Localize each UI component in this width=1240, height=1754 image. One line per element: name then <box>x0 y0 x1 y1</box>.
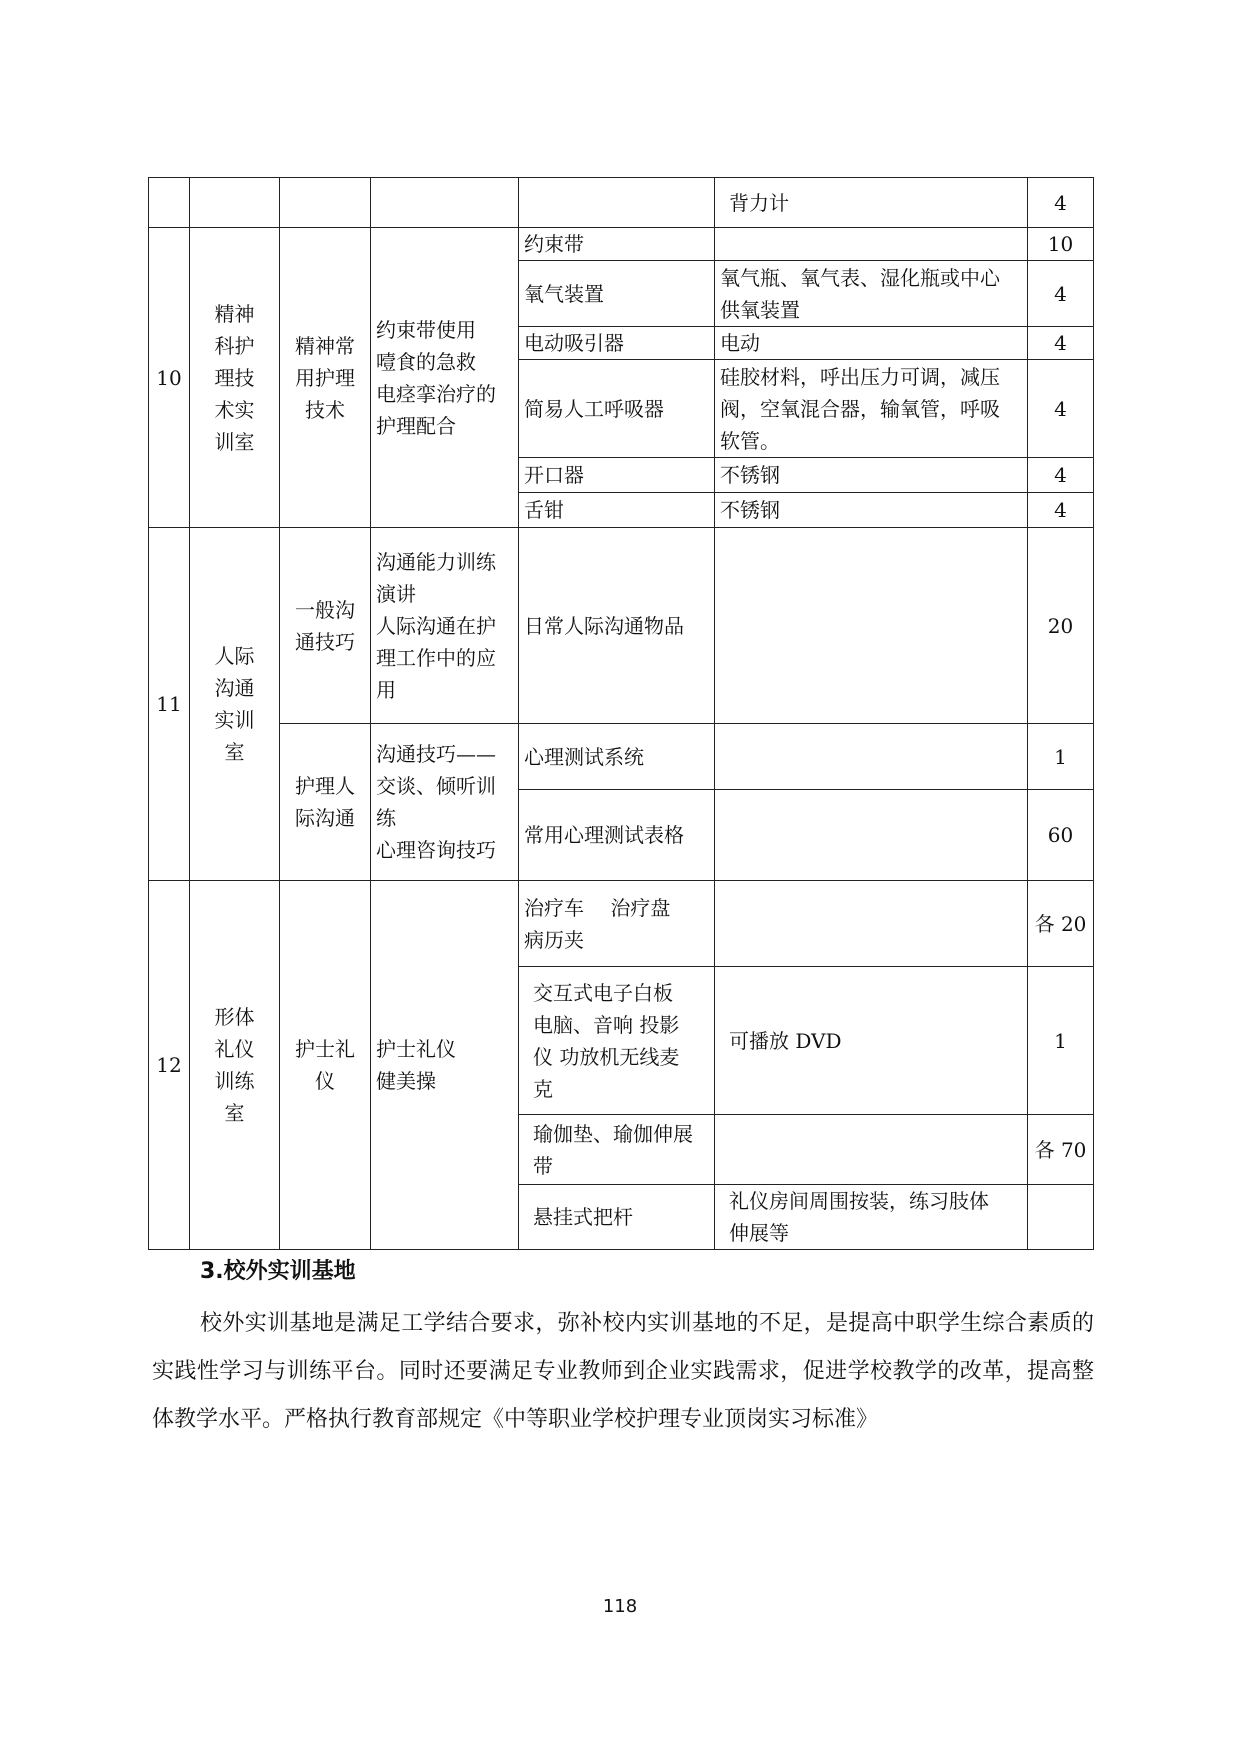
equipment-name: 开口器 <box>519 458 715 493</box>
equipment-name: 约束带 <box>519 228 715 261</box>
quantity: 各 70 <box>1028 1115 1094 1185</box>
equipment-name: 氧气装置 <box>519 261 715 327</box>
equipment-name: 心理测试系统 <box>519 724 715 790</box>
equipment-name: 日常人际沟通物品 <box>519 528 715 724</box>
course-name: 护士礼 仪 <box>280 881 371 1250</box>
equipment-spec: 可播放 DVD <box>715 967 1028 1115</box>
table-row <box>149 881 1094 967</box>
equipment-spec: 氧气瓶、氧气表、湿化瓶或中心 供氧装置 <box>715 261 1028 327</box>
equipment-spec <box>715 724 1028 790</box>
page-number: 118 <box>602 1596 638 1617</box>
equipment-spec <box>715 790 1028 881</box>
equipment-spec: 不锈钢 <box>715 493 1028 528</box>
quantity: 10 <box>1028 228 1094 261</box>
course-name: 精神常 用护理 技术 <box>280 228 371 528</box>
quantity: 4 <box>1028 327 1094 360</box>
row-number: 12 <box>149 881 190 1250</box>
quantity: 4 <box>1028 493 1094 528</box>
course-name: 一般沟 通技巧 <box>280 528 371 724</box>
training-room: 精神 科护 理技 术实 训室 <box>190 228 280 528</box>
quantity: 4 <box>1028 360 1094 458</box>
quantity: 1 <box>1028 724 1094 790</box>
quantity: 4 <box>1028 178 1094 228</box>
equipment-spec: 硅胶材料，呼出压力可调，减压 阀，空氧混合器，输氧管，呼吸 软管。 <box>715 360 1028 458</box>
section-paragraph: 校外实训基地是满足工学结合要求，弥补校内实训基地的不足，是提高中职学生综合素质的实践性学习与训练平台。同时还要满足专业教师到企业实践需求，促进学校教学的改革，提高整体教学水平。严格执行教育部规定《中等职业学校护理专业顶岗实习标准》 <box>152 1311 1094 1432</box>
equipment-name: 治疗车 治疗盘 病历夹 <box>519 881 715 967</box>
quantity: 4 <box>1028 458 1094 493</box>
equipment-name: 悬挂式把杆 <box>519 1185 715 1250</box>
quantity: 1 <box>1028 967 1094 1115</box>
table-row <box>149 528 1094 724</box>
training-content: 沟通技巧—— 交谈、倾听训练 心理咨询技巧 <box>371 724 519 881</box>
course-name: 护理人 际沟通 <box>280 724 371 881</box>
section-heading: 3.校外实训基地 <box>200 1259 356 1284</box>
equipment-spec <box>715 881 1028 967</box>
quantity: 4 <box>1028 261 1094 327</box>
equipment-spec: 电动 <box>715 327 1028 360</box>
equipment-name: 瑜伽垫、瑜伽伸展 带 <box>519 1115 715 1185</box>
quantity: 各 20 <box>1028 881 1094 967</box>
quantity <box>1028 1185 1094 1250</box>
training-room: 形体 礼仪 训练 室 <box>190 881 280 1250</box>
equipment-spec <box>715 228 1028 261</box>
equipment-name: 电动吸引器 <box>519 327 715 360</box>
equipment-name: 舌钳 <box>519 493 715 528</box>
table-row <box>149 724 1094 790</box>
quantity: 60 <box>1028 790 1094 881</box>
table-row <box>149 228 1094 261</box>
training-content: 沟通能力训练 演讲 人际沟通在护 理工作中的应 用 <box>371 528 519 724</box>
equipment-name: 简易人工呼吸器 <box>519 360 715 458</box>
equipment-name: 交互式电子白板 电脑、音响 投影 仪 功放机无线麦 克 <box>519 967 715 1115</box>
quantity: 20 <box>1028 528 1094 724</box>
equipment-name: 常用心理测试表格 <box>519 790 715 881</box>
training-content: 护士礼仪 健美操 <box>371 881 519 1250</box>
equipment-spec <box>715 528 1028 724</box>
training-room: 人际 沟通 实训 室 <box>190 528 280 881</box>
row-number: 11 <box>149 528 190 881</box>
table-row <box>149 178 1094 228</box>
equipment-table <box>148 177 1094 1250</box>
row-number: 10 <box>149 228 190 528</box>
training-content: 约束带使用 噎食的急救 电痉挛治疗的 护理配合 <box>371 228 519 528</box>
equipment-spec: 礼仪房间周围按装，练习肢体 伸展等 <box>715 1185 1028 1250</box>
equipment-spec <box>715 1115 1028 1185</box>
equipment-name: 背力计 <box>715 178 1028 228</box>
equipment-spec: 不锈钢 <box>715 458 1028 493</box>
